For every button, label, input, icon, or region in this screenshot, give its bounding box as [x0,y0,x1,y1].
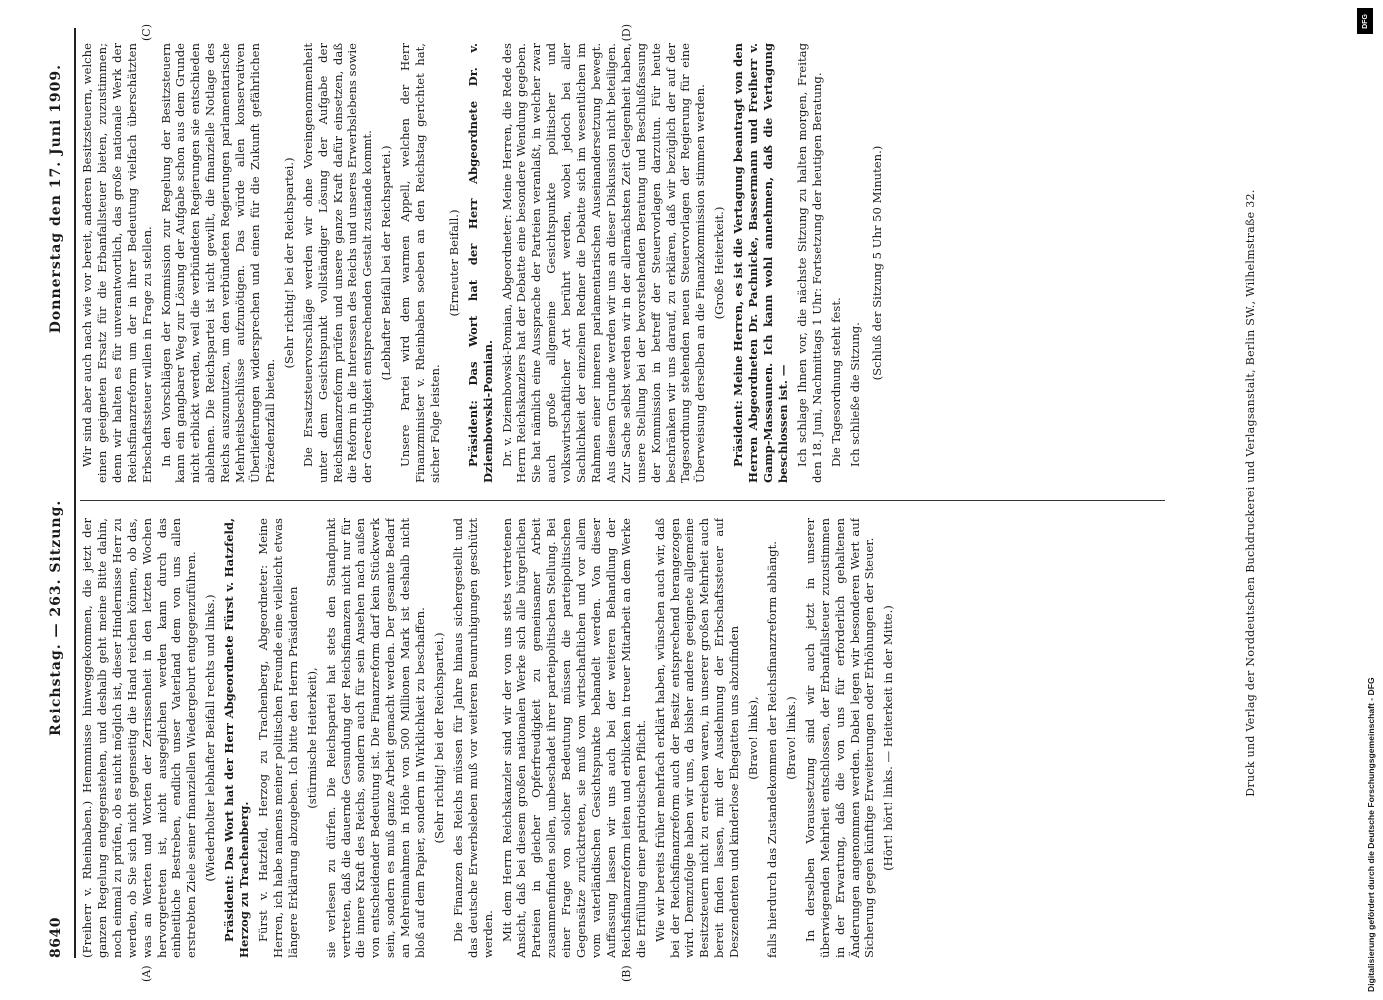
paragraph: Wie wir bereits früher mehrfach erklärt haben, wünschen auch wir, daß bei der Reichsfinanzreform auch der Besitz entsprechend herangezogen wird. Demzufolge haben wir uns, da bisher andere geeignete allgemeine Besitzsteuern nicht zu erreichen waren, in unserer großen Mehrheit auch bereit finden lassen, mit der Ausdehnung der Erbschaftssteuer auf Deszendenten und kinderlose Ehegatten uns abzufinden [652,518,742,958]
paragraph: Präsident: Meine Herren, es ist die Vertagung beantragt von den Herren Abgeordneten Dr. Pachnicke, Bassermann und Freiherr v. Gamp-Massaunen. Ich kann wohl annehmen, daß die Vertagung beschlossen ist. — [731,43,790,483]
reaction: (Sehr richtig! bei der Reichspartei.) [431,632,446,844]
reaction: (Wiederholter lebhafter Beifall rechts und links.) [203,594,218,882]
margin-mark-d: (D) [620,24,633,42]
paragraph: Ich schlage Ihnen vor, die nächste Sitzung zu halten morgen, Freitag den 18. Juni, Nachmittags 1 Uhr: Fortsetzung der heutigen Beratung. [794,43,824,483]
column-divider [80,500,1165,501]
paragraph: Präsident: Das Wort hat der Herr Abgeordnete Dr. v. Dziembowski-Pomian. [465,43,495,483]
reaction: (Bravo! links), [746,696,761,780]
paragraph: sie verlesen zu dürfen. Die Reichspartei hat stets den Standpunkt vertreten, daß die dauernde Gesundung der Reichsfinanzen nicht nur für die innere Kraft des Reichs, sondern auch für sein Ansehen nach außen von entscheidender Bedeutung ist. Die Finanzreform darf kein Stückwerk sein, sondern es muß ganze Arbeit gemacht werden. Der gesamte Bedarf an Mehreinnahmen in Höhe von 500 Millionen Mark ist deshalb nicht bloß auf dem Papier, sondern in Wirklichkeit zu beschaffen. [323,518,428,958]
paragraph: (Freiherr v. Rheinbaben.) Hemmnisse hinweggekommen, die jetzt der ganzen Regelung entgegenstehen, und deshalb geht meine Bitte dahin, noch einmal zu prüfen, ob es nicht möglich ist, dieser Hindernisse Herr zu werden, ob Sie sich nicht gegenseitig die Hand reichen können, ob das, was an Werten und Worten der Zerrissenheit in den letzten Wochen hervorgetreten ist, nicht ausgeglichen werden kann durch das einheitliche Bestreben, endlich unser Vaterland dem von uns allen erstrebten Ziele seiner finanziellen Wiedergeburt entgegenzuführen. [80,518,199,958]
printer-imprint: Druck und Verlag der Norddeutschen Buchdruckerei und Verlagsanstalt, Berlin SW., Wilhelmstraße 32. [1244,189,1257,797]
paragraph: falls hierdurch das Zustandekommen der Reichsfinanzreform abhängt. [764,541,779,958]
reaction: (stürmische Heiterkeit), [304,667,319,809]
paragraph: Fürst v. Hatzfeld, Herzog zu Trachenberg, Abgeordneter: Meine Herren, ich habe namens meiner politischen Freunde eine vielleicht etwas längere Erklärung abzugeben. Ich bitte den Herrn Präsidenten [255,518,300,958]
page-number: 8640 [48,917,64,958]
session-title: Reichstag. — 263. Sitzung. [48,499,64,736]
paragraph: Mit dem Herrn Reichskanzler sind wir der von uns stets vertretenen Ansicht, daß bei diesem großen nationalen Werke sich alle bürgerlichen Parteien in gleicher Opferfreudigkeit zu gemeinsamer Arbeit zusammenfinden sollen, unbeschadet ihrer parteipolitischen Stellung. Bei einer Frage von solcher Bedeutung müssen die parteipolitischen Gegensätze zurücktreten, sie muß vom wirtschaftlichen und vor allem vom vaterländischen Gesichtspunkte behandelt werden. Von dieser Auffassung lassen wir uns auch bei der weiteren Behandlung der Reichsfinanzreform leiten und erblicken in treuer Mitarbeit an dem Werke die Erfüllung einer patriotischen Pflicht. [499,518,648,958]
paragraph: Unsere Partei wird dem warmen Appell, welchen der Herr Finanzminister v. Rheinbaben soeben an den Reichstag gerichtet hat, sicher Folge leisten. [398,43,442,483]
session-date: Donnerstag den 17. Juni 1909. [48,64,64,334]
reaction: (Erneuter Beifall.) [446,209,461,317]
session-end: (Schluß der Sitzung 5 Uhr 50 Minuten.) [870,145,885,381]
header-rule [74,28,76,958]
paragraph: In derselben Voraussetzung sind wir auch jetzt in unserer überwiegenden Mehrheit entschlossen, der Erbanfallsteuer zuzustimmen in der Erwartung, daß die von uns für erforderlich gehaltenen Änderungen angenommen werden. Dabei legen wir besonderen Wert auf Sicherung gegen künftige Erweiterungen oder Erhöhungen der Steuer. [802,518,877,958]
reaction: (Sehr richtig! bei der Reichspartei.) [281,157,296,369]
left-column [80,518,1187,958]
rotated-page [42,24,1257,982]
reaction: (Große Heiterkeit.) [712,206,727,320]
paragraph: Die Ersatzsteuervorschläge werden wir ohne Voreingenommenheit unter dem Gesichtspunkt vollständiger Lösung der Aufgabe der Reichsfinanzreform prüfen und unsere ganze Kraft dafür einsetzen, daß die Reform in die Interessen des Reichs und unseres Erwerbslebens sowie der Gerechtigkeit entsprechenden Gestalt zustande kommt. [300,43,375,483]
paragraph: In den Vorschlägen der Kommission zur Regelung der Besitzsteuern kann ein gangbarer Weg zur Lösung der Aufgabe schon aus dem Grunde nicht erblickt werden, weil die verbündeten Regierungen sie entschieden ablehnen. Die Reichspartei ist nicht gewillt, die finanzielle Notlage des Reichs auszunutzen, um den verbündeten Regierungen parlamentarische Mehrheitsbeschlüsse aufzunötigen. Das würde allen konservativen Überlieferungen widersprechen und einen für die Zukunft gefährlichen Präzedenzfall bieten. [158,43,277,483]
reaction: (Hört! hört! links. — Heiterkeit in der Mitte.) [881,605,896,871]
paragraph: Wir sind aber auch nach wie vor bereit, anderen Besitzsteuern, welche einen geeigneten Ersatz für die Erbanfallsteuer bieten, zuzustimmen; denn wir halten es für unverantwortlich, das große nationale Werk der Reichsfinanzreform um der in ihrer Bedeutung vielfach überschätzten Erbschaftssteuer willen in Frage zu stellen. [80,43,154,483]
margin-mark-c: (C) [140,24,153,41]
digitization-note: Digitalisierung gefördert durch die Deutsche Forschungsgemeinschaft - DFG [1366,677,1376,992]
reaction: (Lebhafter Beifall bei der Reichspartei.) [379,145,394,381]
paragraph: Präsident: Das Wort hat der Herr Abgeordnete Fürst v. Hatzfeld, Herzog zu Trachenberg. [222,518,252,958]
dfg-logo: DFG [1357,8,1373,34]
page-header [48,28,74,958]
paragraph: Dr. v. Dziembowski-Pomian, Abgeordneter: Meine Herren, die Rede des Herrn Reichskanzlers hat der Debatte eine besondere Wendung gegeben. Sie hat nämlich eine Aussprache der Parteien veranlaßt, in welcher zwar auch große allgemeine Gesichtspunkte politischer und volkswirtschaftlicher Art berührt werden, wobei jedoch bei aller Sachlichkeit der einzelnen Redner die Debatte sich im wesentlichen im Rahmen einer inneren parlamentarischen Auseinandersetzung bewegt. Aus diesem Grunde werden wir uns an dieser Diskussion nicht beteiligen. Zur Sache selbst werden wir in der allernächsten Zeit Gelegenheit haben, unsere Stellung bei der bevorstehenden Beratung und Beschlußfassung der Kommission in betreff der Steuervorlagen darzutun. Für heute beschränken wir uns darauf, zu erklären, daß wir bezüglich der auf der Tagesordnung stehenden neuen Steuervorlagen der Regierung für eine Überweisung derselben an die Finanzkommission stimmen werden. [499,43,708,483]
text-columns [80,24,1187,982]
paragraph: Ich schließe die Sitzung. [847,322,862,467]
margin-mark-b: (B) [620,965,633,982]
right-column [80,43,1187,483]
paragraph: Die Finanzen des Reichs müssen für Jahre hinaus sichergestellt und das deutsche Erwerbsleben muß vor weiteren Beunruhigungen geschützt werden. [450,518,495,958]
reaction: (Bravo! links.) [783,696,798,780]
paragraph: Die Tagesordnung steht fest. [828,297,843,467]
margin-mark-a: (A) [140,965,153,982]
